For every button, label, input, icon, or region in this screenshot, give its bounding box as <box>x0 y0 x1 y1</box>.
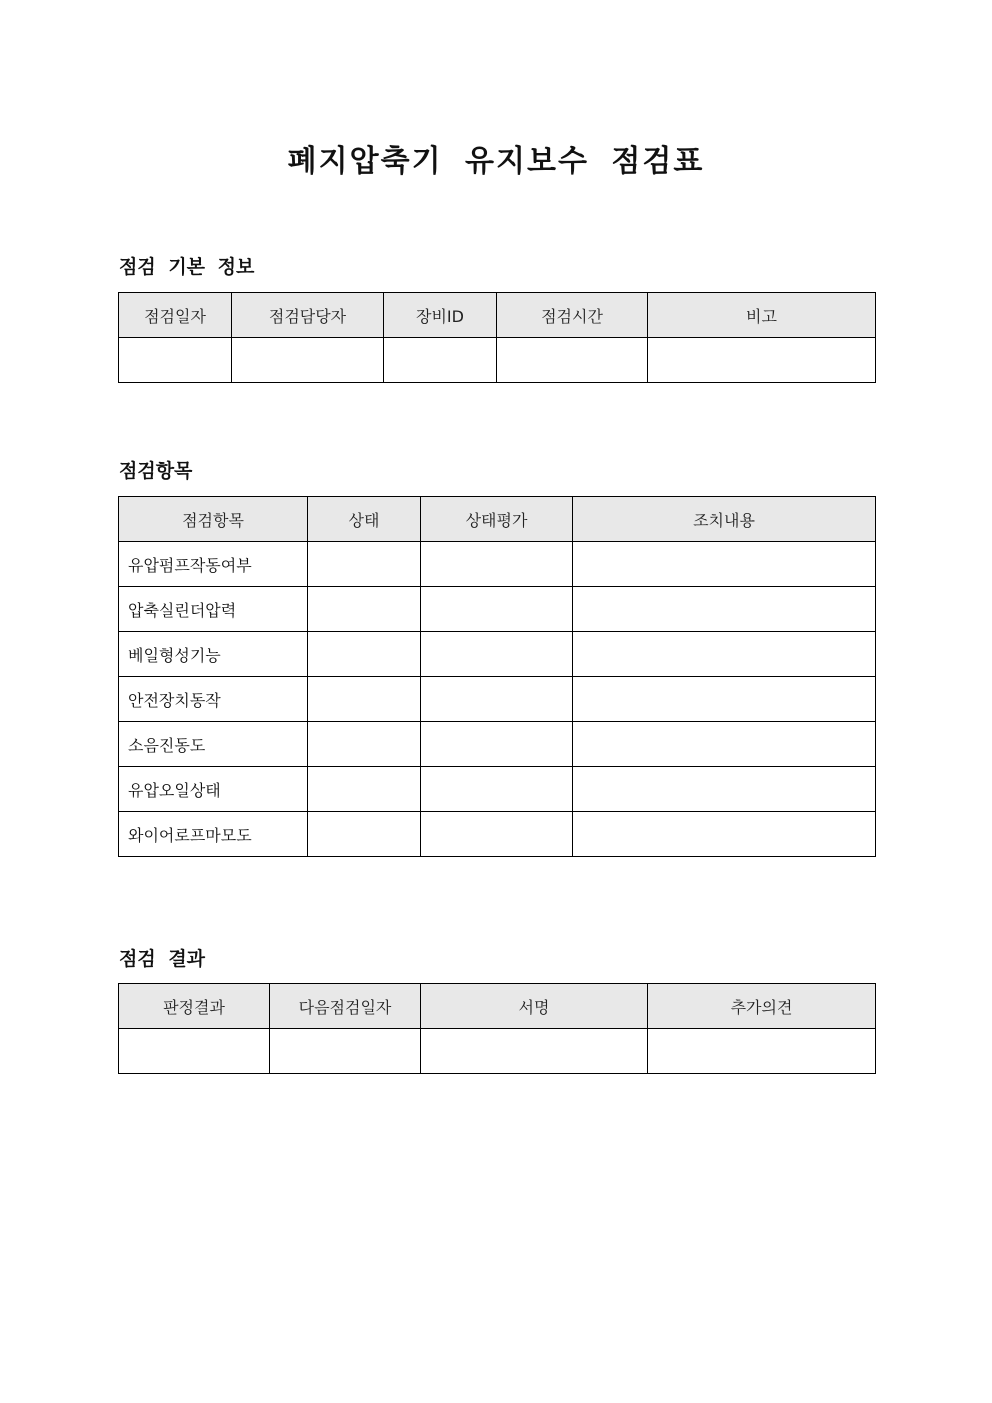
evaluation-cell[interactable] <box>421 542 573 587</box>
table-row <box>119 677 876 722</box>
equipment-id-cell[interactable] <box>384 338 497 383</box>
column-header-status: 상태 <box>308 497 421 542</box>
table-row <box>119 587 876 632</box>
inspection-items-table <box>118 496 876 857</box>
status-cell[interactable] <box>308 722 421 767</box>
status-cell[interactable] <box>308 812 421 857</box>
column-header-next-inspection-date: 다음점검일자 <box>270 984 421 1029</box>
next-inspection-date-cell[interactable] <box>270 1029 421 1074</box>
item-label: 유압오일상태 <box>119 767 308 812</box>
column-header-action: 조치내용 <box>573 497 876 542</box>
table-row <box>119 632 876 677</box>
status-cell[interactable] <box>308 587 421 632</box>
evaluation-cell[interactable] <box>421 722 573 767</box>
table-header-row <box>119 293 876 338</box>
item-label: 안전장치동작 <box>119 677 308 722</box>
column-header-additional-comments: 추가의견 <box>648 984 876 1029</box>
judgment-cell[interactable] <box>119 1029 270 1074</box>
section-heading-basic-info: 점검 기본 정보 <box>119 256 255 278</box>
table-row <box>119 812 876 857</box>
action-cell[interactable] <box>573 587 876 632</box>
column-header-remarks: 비고 <box>648 293 876 338</box>
basic-info-table <box>118 292 876 383</box>
action-cell[interactable] <box>573 542 876 587</box>
section-heading-inspection-items: 점검항목 <box>119 460 193 482</box>
column-header-signature: 서명 <box>421 984 648 1029</box>
item-label: 유압펌프작동여부 <box>119 542 308 587</box>
table-row <box>119 767 876 812</box>
additional-comments-cell[interactable] <box>648 1029 876 1074</box>
evaluation-cell[interactable] <box>421 677 573 722</box>
status-cell[interactable] <box>308 767 421 812</box>
signature-cell[interactable] <box>421 1029 648 1074</box>
document-title: 폐지압축기 유지보수 점검표 <box>287 144 705 179</box>
status-cell[interactable] <box>308 677 421 722</box>
evaluation-cell[interactable] <box>421 812 573 857</box>
table-header-row <box>119 984 876 1029</box>
column-header-evaluation: 상태평가 <box>421 497 573 542</box>
action-cell[interactable] <box>573 812 876 857</box>
evaluation-cell[interactable] <box>421 767 573 812</box>
action-cell[interactable] <box>573 722 876 767</box>
table-row <box>119 338 876 383</box>
table-row <box>119 1029 876 1074</box>
column-header-inspection-time: 점검시간 <box>497 293 648 338</box>
evaluation-cell[interactable] <box>421 632 573 677</box>
item-label: 와이어로프마모도 <box>119 812 308 857</box>
inspector-cell[interactable] <box>232 338 384 383</box>
remarks-cell[interactable] <box>648 338 876 383</box>
table-row <box>119 542 876 587</box>
section-heading-result: 점검 결과 <box>119 948 206 970</box>
column-header-judgment: 판정결과 <box>119 984 270 1029</box>
table-header-row <box>119 497 876 542</box>
inspection-date-cell[interactable] <box>119 338 232 383</box>
status-cell[interactable] <box>308 632 421 677</box>
status-cell[interactable] <box>308 542 421 587</box>
inspection-time-cell[interactable] <box>497 338 648 383</box>
column-header-item: 점검항목 <box>119 497 308 542</box>
evaluation-cell[interactable] <box>421 587 573 632</box>
column-header-equipment-id: 장비ID <box>384 293 497 338</box>
result-table <box>118 983 876 1074</box>
column-header-inspector: 점검담당자 <box>232 293 384 338</box>
action-cell[interactable] <box>573 767 876 812</box>
item-label: 베일형성기능 <box>119 632 308 677</box>
item-label: 압축실린더압력 <box>119 587 308 632</box>
action-cell[interactable] <box>573 677 876 722</box>
item-label: 소음진동도 <box>119 722 308 767</box>
table-row <box>119 722 876 767</box>
action-cell[interactable] <box>573 632 876 677</box>
column-header-inspection-date: 점검일자 <box>119 293 232 338</box>
